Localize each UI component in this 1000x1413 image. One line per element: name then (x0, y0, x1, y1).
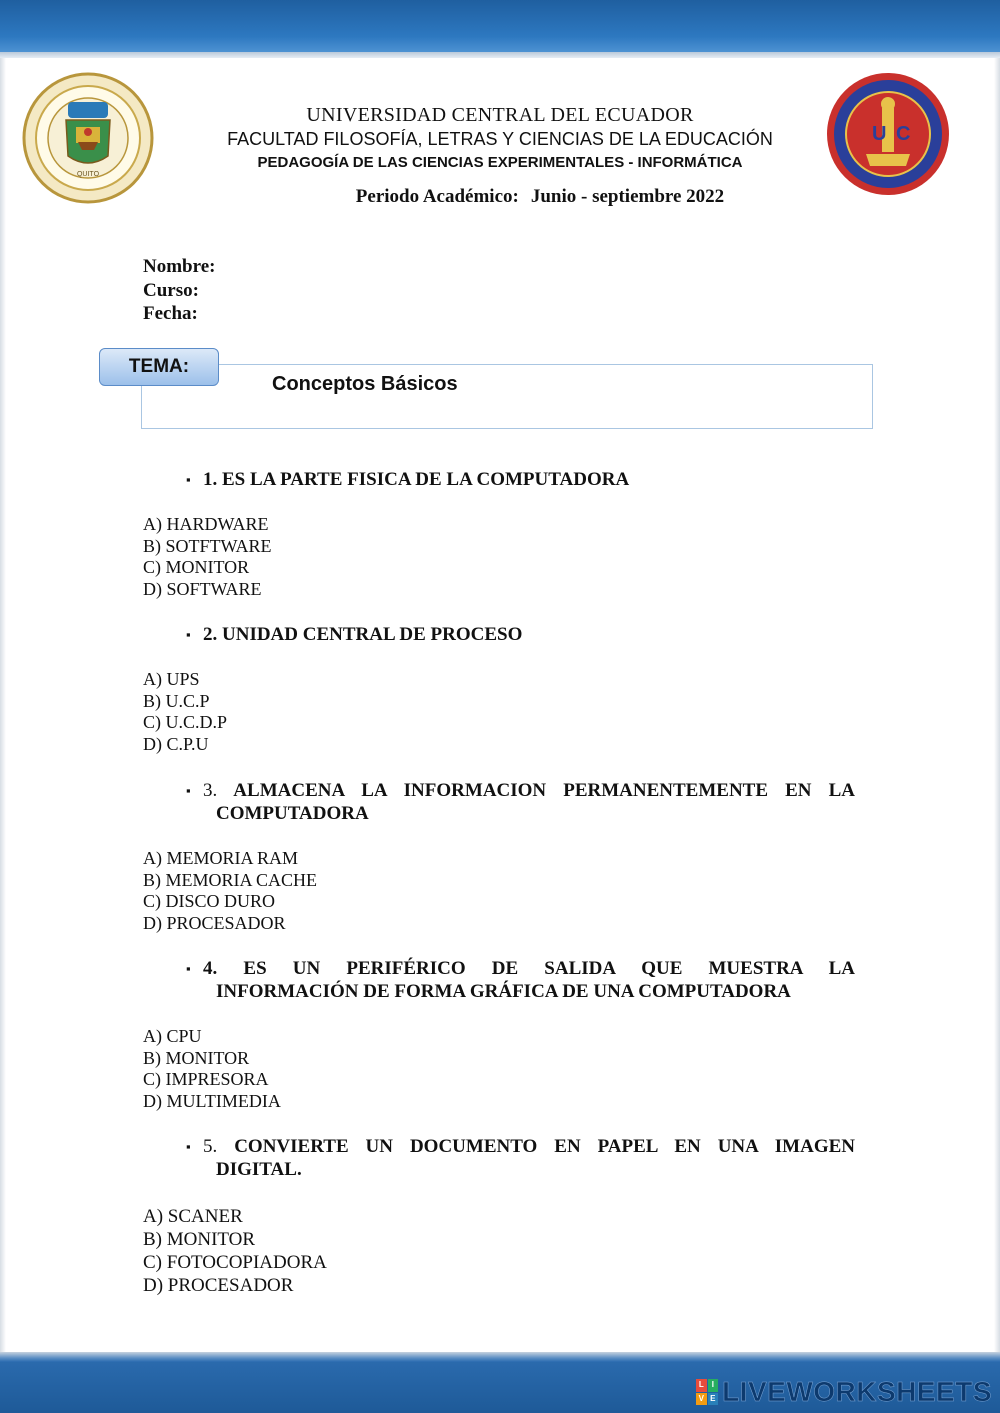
option-d[interactable]: D) C.P.U (143, 733, 209, 754)
options-4 (143, 1026, 281, 1112)
career-name: PEDAGOGÍA DE LAS CIENCIAS EXPERIMENTALES - INFORMÁTICA (257, 154, 743, 171)
academic-period (0, 186, 1000, 208)
question-number: 5. (203, 1136, 218, 1157)
option-a[interactable]: A) MEMORIA RAM (143, 848, 299, 868)
bullet-icon: ▪ (186, 627, 191, 642)
options-1 (143, 514, 272, 600)
right-border (994, 58, 1000, 1358)
question-text: UNIDAD CENTRAL DE PROCESO (222, 624, 523, 645)
question-text: ES UN PERIFÉRICO DE SALIDA QUE MUESTRA LA (243, 958, 855, 979)
options-5 (143, 1205, 327, 1297)
option-d[interactable]: D) SOFTWARE (143, 578, 262, 599)
question-text-line2: COMPUTADORA (216, 803, 369, 824)
bullet-icon: ▪ (186, 961, 191, 976)
option-a[interactable]: A) CPU (143, 1026, 202, 1046)
date-label: Fecha: (143, 303, 198, 324)
question-text: CONVIERTE UN DOCUMENTO EN PAPEL EN UNA IMAGEN (234, 1136, 855, 1157)
svg-text:C: C (896, 123, 911, 145)
question-number: 3. (203, 780, 218, 801)
question-text-line2: DIGITAL. (216, 1159, 302, 1180)
option-b[interactable]: B) MONITOR (143, 1229, 256, 1250)
question-4 (186, 957, 855, 1003)
question-number: 1. (203, 469, 218, 490)
top-divider (0, 52, 1000, 58)
faculty-name: FACULTAD FILOSOFÍA, LETRAS Y CIENCIAS DE LA EDUCACIÓN (227, 129, 773, 149)
left-border (0, 58, 6, 1358)
period-label: Periodo Académico: (355, 186, 519, 207)
option-b[interactable]: B) U.C.P (143, 690, 210, 711)
name-label: Nombre: (143, 256, 216, 277)
liveworksheets-logo-icon: L I V E (696, 1379, 718, 1405)
question-number: 2. (203, 624, 218, 645)
svg-text:U: U (872, 123, 887, 145)
option-d[interactable]: D) PROCESADOR (143, 1275, 294, 1296)
question-3 (186, 779, 855, 825)
option-a[interactable]: A) SCANER (143, 1206, 243, 1227)
option-c[interactable]: C) U.C.D.P (143, 712, 228, 732)
option-b[interactable]: B) SOTFTWARE (143, 535, 272, 556)
option-a[interactable]: A) UPS (143, 669, 200, 689)
question-5 (186, 1135, 855, 1181)
option-c[interactable]: C) IMPRESORA (143, 1069, 269, 1089)
question-text: ES LA PARTE FISICA DE LA COMPUTADORA (222, 469, 630, 490)
bullet-icon: ▪ (186, 1139, 191, 1154)
option-a[interactable]: A) HARDWARE (143, 514, 269, 534)
bottom-divider (0, 1352, 1000, 1362)
question-text: ALMACENA LA INFORMACION PERMANENTEMENTE EN LA (233, 780, 856, 801)
tema-box (141, 364, 873, 429)
option-d[interactable]: D) MULTIMEDIA (143, 1090, 281, 1111)
tema-title: Conceptos Básicos (272, 373, 458, 395)
option-c[interactable]: C) MONITOR (143, 557, 250, 577)
question-1 (186, 468, 855, 491)
option-b[interactable]: B) MEMORIA CACHE (143, 869, 318, 890)
option-c[interactable]: C) DISCO DURO (143, 891, 276, 911)
liveworksheets-text: LIVEWORKSHEETS (722, 1376, 992, 1407)
period-value: Junio - septiembre 2022 (530, 186, 725, 207)
question-text-line2: INFORMACIÓN DE FORMA GRÁFICA DE UNA COMPUTADORA (216, 981, 791, 1002)
tema-tab: TEMA: (99, 348, 219, 386)
question-2 (186, 623, 855, 646)
option-d[interactable]: D) PROCESADOR (143, 912, 286, 933)
seal-bottom-text: QUITO (76, 171, 100, 178)
liveworksheets-brand[interactable] (696, 1376, 992, 1408)
option-b[interactable]: B) MONITOR (143, 1047, 250, 1068)
options-2 (143, 669, 227, 755)
top-blue-band (0, 0, 1000, 52)
course-label: Curso: (143, 280, 199, 301)
bullet-icon: ▪ (186, 472, 191, 487)
options-3 (143, 848, 317, 934)
option-c[interactable]: C) FOTOCOPIADORA (143, 1252, 327, 1273)
bullet-icon: ▪ (186, 783, 191, 798)
question-number: 4. (203, 958, 218, 979)
university-name: UNIVERSIDAD CENTRAL DEL ECUADOR (306, 104, 694, 126)
